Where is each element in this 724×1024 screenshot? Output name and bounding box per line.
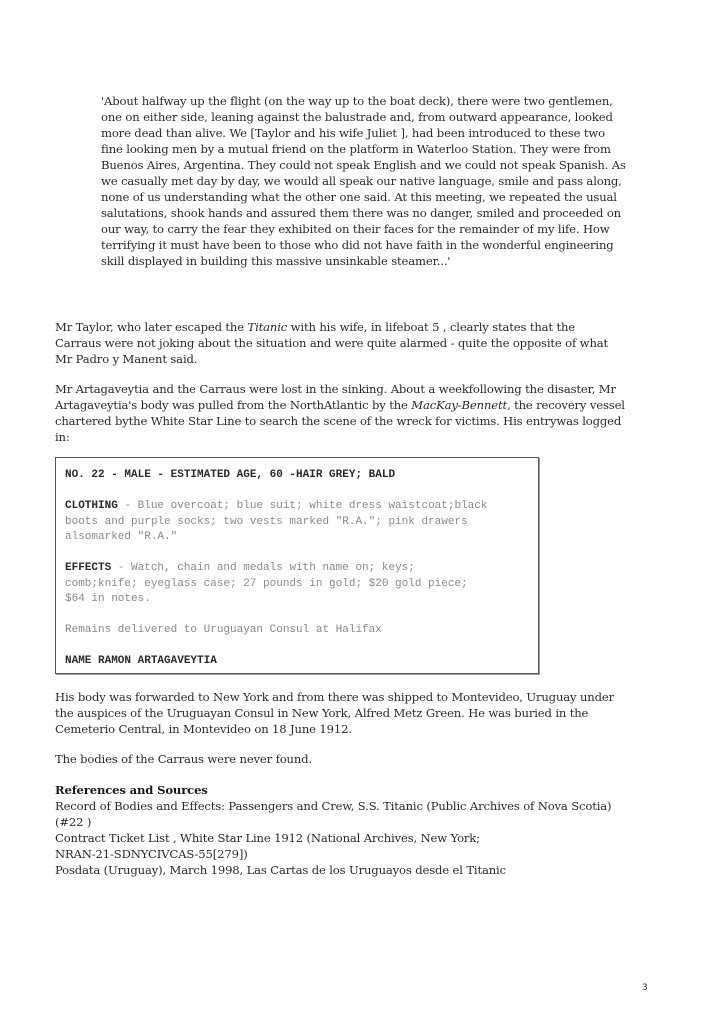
clothing-label: CLOTHING	[65, 500, 118, 512]
effects-text: - Watch, chain and medals with name on; keys;	[111, 562, 415, 574]
text-run: Mr Taylor, who later escaped the	[55, 320, 248, 334]
quote-line: one on either side, leaning against the balustrade and, from outward appearance, looked	[101, 110, 613, 124]
quote-line: terrifying it must have been to those who did not have faith in the wonderful engineering	[101, 238, 614, 252]
paragraph-line	[55, 397, 715, 413]
record-name: NAME RAMON ARTAGAVEYTIA	[65, 655, 217, 667]
reference-line: Record of Bodies and Effects: Passengers and Crew, S.S. Titanic (Public Archives of Nova Scotia)	[55, 799, 612, 813]
quote-line: our way, to carry the fear they exhibited on their faces for the remainder of my life. How	[101, 222, 610, 236]
quote-line: skill displayed in building this massive unsinkable steamer...'	[101, 254, 451, 268]
body-record-box	[55, 457, 539, 674]
paragraph-line: His body was forwarded to New York and from there was shipped to Montevideo, Uruguay under	[55, 690, 614, 704]
paragraph-line: Mr Padro y Manent said.	[55, 352, 198, 366]
page-number: 3	[642, 983, 648, 993]
text-run: the recovery vessel	[510, 398, 625, 412]
clothing-text: alsomarked "R.A."	[65, 531, 178, 543]
paragraph-line: chartered bythe White Star Line to search the scene of the wreck for victims. His entrywas logged	[55, 414, 622, 428]
paragraph-line: in:	[55, 430, 70, 444]
reference-line: (#22 )	[55, 815, 92, 829]
vessel-name: MacKay-Bennett,	[411, 398, 511, 412]
paragraph-carraus: The bodies of the Carraus were never found.	[55, 752, 312, 766]
quote-line: salutations, shook hands and assured them there was no danger, smiled and proceeded on	[101, 206, 621, 220]
record-effects	[65, 561, 529, 608]
reference-line: Contract Ticket List , White Star Line 1912 (National Archives, New York;	[55, 831, 480, 845]
effects-text: $64 in notes.	[65, 593, 151, 605]
references-section	[55, 782, 715, 878]
record-header: NO. 22 - MALE - ESTIMATED AGE, 60 -HAIR GREY; BALD	[65, 469, 396, 481]
paragraph-line: Mr Artagaveytia and the Carraus were lost in the sinking. About a weekfollowing the disaster, Mr	[55, 382, 616, 396]
paragraph-line: Carraus were not joking about the situation and were quite alarmed - quite the opposite of what	[55, 336, 609, 350]
paragraph-sinking	[55, 381, 715, 445]
record-remains: Remains delivered to Uruguayan Consul at Halifax	[65, 624, 382, 636]
paragraph-line: Cemeterio Central, in Montevideo on 18 June 1912.	[55, 722, 352, 736]
quote-line: we casually met day by day, we would all speak our native language, smile and pass along,	[101, 174, 622, 188]
text-run: with his wife, in lifeboat 5 , clearly states that the	[287, 320, 575, 334]
quote-line: 'About halfway up the flight (on the way up to the boat deck), there were two gentlemen,	[101, 94, 613, 108]
block-quote	[101, 93, 671, 269]
reference-line: NRAN-21-SDNYCIVCAS-55[279])	[55, 847, 248, 861]
record-clothing	[65, 499, 529, 546]
paragraph-taylor	[55, 319, 715, 367]
quote-line: fine looking men by a mutual friend on the platform in Waterloo Station. They were from	[101, 142, 611, 156]
reference-line: Posdata (Uruguay), March 1998, Las Cartas de los Uruguayos desde el Titanic	[55, 863, 506, 877]
effects-label: EFFECTS	[65, 562, 112, 574]
paragraph-line: the auspices of the Uruguayan Consul in New York, Alfred Metz Green. He was buried in the	[55, 706, 589, 720]
effects-text: comb;knife; eyeglass case; 27 pounds in gold; $20 gold piece;	[65, 577, 468, 590]
quote-line: Buenos Aires, Argentina. They could not speak English and we could not speak Spanish. As	[101, 158, 626, 172]
clothing-text: - Blue overcoat; blue suit; white dress waistcoat;black	[117, 500, 488, 512]
references-heading: References and Sources	[55, 783, 208, 797]
text-run: Artagaveytia's body was pulled from the NorthAtlantic by the	[55, 398, 412, 412]
quote-line: none of us understanding what the other one said. At this meeting, we repeated the usual	[101, 190, 617, 204]
ship-name: Titanic	[247, 320, 288, 334]
quote-line: more dead than alive. We [Taylor and his wife Juliet ], had been introduced to these two	[101, 126, 605, 140]
paragraph-line	[55, 319, 715, 335]
paragraph-burial	[55, 689, 715, 737]
clothing-text: boots and purple socks; two vests marked "R.A."; pink drawers	[65, 515, 468, 528]
